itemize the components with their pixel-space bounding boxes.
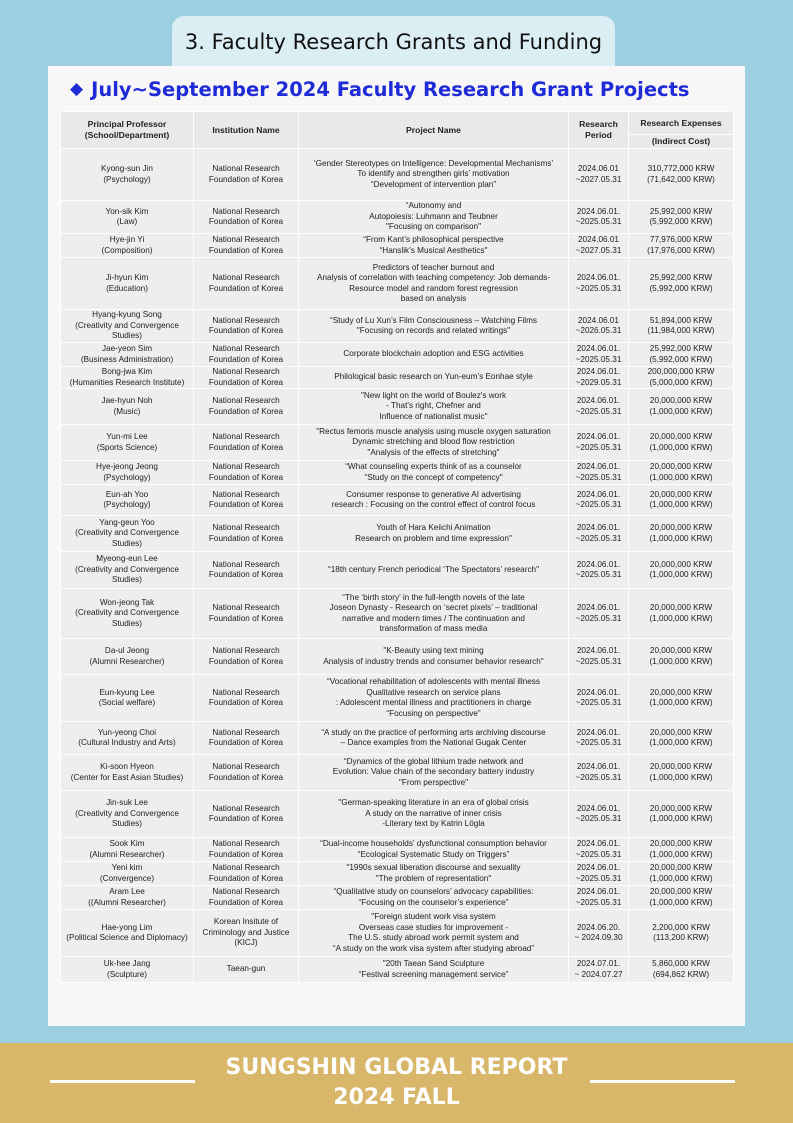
cell-professor: Yun-mi Lee (Sports Science) [61,425,194,461]
cell-expenses: 51,894,000 KRW (11,984,000 KRW) [629,310,734,343]
footer-title: SUNGSHIN GLOBAL REPORT [225,1055,568,1080]
cell-expenses: 20,000,000 KRW (1,000,000 KRW) [629,791,734,838]
cell-project: "Rectus femoris muscle analysis using muscle oxygen saturation Dynamic stretching and blood flow restriction "Analysis of the effects of stretching" [299,425,569,461]
cell-period: 2024.06.01. ~2025.05.31 [569,516,629,552]
table-row [61,258,734,310]
cell-expenses: 20,000,000 KRW (1,000,000 KRW) [629,461,734,485]
table-row [61,516,734,552]
header-expenses: Research Expenses [629,112,734,135]
cell-period: 2024.06.01. ~2025.05.31 [569,552,629,589]
table-row [61,910,734,957]
cell-expenses: 20,000,000 KRW (1,000,000 KRW) [629,639,734,675]
cell-expenses: 20,000,000 KRW (1,000,000 KRW) [629,675,734,722]
table-row [61,886,734,910]
table-row [61,201,734,234]
cell-period: 2024.06.01. ~2025.05.31 [569,461,629,485]
cell-institution: National Research Foundation of Korea [194,201,299,234]
cell-project: "20th Taean Sand Sculpture “Festival screening management service” [299,957,569,983]
cell-professor: Aram Lee ((Alumni Researcher) [61,886,194,910]
cell-period: 2024.06.01. ~2025.05.31 [569,201,629,234]
cell-professor: Hye-jin Yi (Composition) [61,234,194,258]
cell-professor: Bong-jwa Kim (Humanities Research Institute) [61,367,194,389]
table-row [61,862,734,886]
cell-project: Youth of Hara Keiichi Animation Research on problem and time expression" [299,516,569,552]
table-row [61,310,734,343]
cell-project: “Autonomy and Autopoiesis: Luhmann and Teubner "Focusing on comparison" [299,201,569,234]
cell-project: “Study of Lu Xun’s Film Consciousness – Watching Films "Focusing on records and related writings" [299,310,569,343]
cell-institution: National Research Foundation of Korea [194,552,299,589]
cell-period: 2024.06.01. ~2029.05.31 [569,367,629,389]
table-row [61,389,734,425]
cell-period: 2024.06.01. ~2025.05.31 [569,722,629,755]
cell-period: 2024.06.01. ~2025.05.31 [569,862,629,886]
section-title: 3. Faculty Research Grants and Funding [172,16,615,68]
cell-institution: National Research Foundation of Korea [194,258,299,310]
cell-project: Corporate blockchain adoption and ESG activities [299,343,569,367]
grant-table [60,111,734,983]
cell-project: “The ‘birth story’ in the full-length novels of the late Joseon Dynasty - Research on ‘secret pixels’ – traditional narrative and modern times / The continuation and transformation of mass media [299,589,569,639]
cell-project: "Foreign student work visa system Overseas case studies for improvement - The U.S. study abroad work permit system and “A study on the work visa system after studying abroad” [299,910,569,957]
cell-period: 2024.06.01. ~2025.05.31 [569,343,629,367]
cell-expenses: 77,976,000 KRW (17,976,000 KRW) [629,234,734,258]
footer-rule-right [590,1080,735,1083]
cell-expenses: 20,000,000 KRW (1,000,000 KRW) [629,722,734,755]
cell-expenses: 25,992,000 KRW (5,992,000 KRW) [629,343,734,367]
cell-institution: National Research Foundation of Korea [194,838,299,862]
cell-professor: Yun-yeong Choi (Cultural Industry and Arts) [61,722,194,755]
cell-professor: Yon-sik Kim (Law) [61,201,194,234]
cell-institution: National Research Foundation of Korea [194,675,299,722]
cell-period: 2024.06.01. ~2025.05.31 [569,838,629,862]
cell-institution: National Research Foundation of Korea [194,639,299,675]
cell-period: 2024.06.01. ~2025.05.31 [569,886,629,910]
cell-period: 2024.06.01. ~2025.05.31 [569,258,629,310]
cell-institution: National Research Foundation of Korea [194,367,299,389]
table-row [61,343,734,367]
cell-project: ‘Gender Stereotypes on Intelligence: Developmental Mechanisms’ To identify and strengthen girls’ motivation “Development of intervention plan” [299,149,569,201]
cell-professor: Ki-soon Hyeon (Center for East Asian Studies) [61,755,194,791]
table-row [61,552,734,589]
footer [0,1043,793,1123]
table-row [61,425,734,461]
cell-professor: Ji-hyun Kim (Education) [61,258,194,310]
cell-expenses: 20,000,000 KRW (1,000,000 KRW) [629,485,734,516]
cell-institution: National Research Foundation of Korea [194,589,299,639]
cell-project: “Qualitative study on counselors’ advocacy capabilities: “Focusing on the counselor’s experience” [299,886,569,910]
cell-expenses: 2,200,000 KRW (113,200 KRW) [629,910,734,957]
cell-professor: Jin-suk Lee (Creativity and Convergence Studies) [61,791,194,838]
cell-professor: Eun-kyung Lee (Social welfare) [61,675,194,722]
card-title [70,75,690,103]
cell-expenses: 20,000,000 KRW (1,000,000 KRW) [629,389,734,425]
cell-project: “Dynamics of the global lithium trade network and Evolution: Value chain of the secondary battery industry "From perspective" [299,755,569,791]
cell-project: "New light on the world of Boulez's work - That's right, Chefner and Influence of nationalist music" [299,389,569,425]
table-row [61,639,734,675]
table-row [61,485,734,516]
cell-institution: Korean Insitute of Criminology and Justice (KICJ) [194,910,299,957]
cell-expenses: 25,992,000 KRW (5,992,000 KRW) [629,201,734,234]
cell-professor: Myeong-eun Lee (Creativity and Convergence Studies) [61,552,194,589]
cell-professor: Hae-yong Lim (Political Science and Diplomacy) [61,910,194,957]
table-row [61,675,734,722]
cell-expenses: 20,000,000 KRW (1,000,000 KRW) [629,516,734,552]
table-row [61,234,734,258]
table-row [61,149,734,201]
cell-project: “Dual-income households’ dysfunctional consumption behavior “Ecological Systematic Study on Triggers” [299,838,569,862]
footer-issue: 2024 FALL [333,1085,460,1110]
cell-period: 2024.06.01. ~2025.05.31 [569,675,629,722]
cell-institution: National Research Foundation of Korea [194,791,299,838]
cell-professor: Hyang-kyung Song (Creativity and Convergence Studies) [61,310,194,343]
cell-period: 2024.06.01. ~2025.05.31 [569,589,629,639]
cell-project: Consumer response to generative AI advertising research : Focusing on the control effect of control focus [299,485,569,516]
cell-period: 2024.06.01 ~2027.05.31 [569,149,629,201]
header-indirect: (Indirect Cost) [629,135,734,149]
footer-rule-left [50,1080,195,1083]
cell-institution: National Research Foundation of Korea [194,234,299,258]
cell-expenses: 20,000,000 KRW (1,000,000 KRW) [629,589,734,639]
table-row [61,722,734,755]
cell-expenses: 20,000,000 KRW (1,000,000 KRW) [629,886,734,910]
cell-professor: Yang-geun Yoo (Creativity and Convergence Studies) [61,516,194,552]
cell-professor: Eun-ah Yoo (Psychology) [61,485,194,516]
cell-institution: National Research Foundation of Korea [194,755,299,791]
cell-expenses: 25,992,000 KRW (5,992,000 KRW) [629,258,734,310]
table-row [61,791,734,838]
cell-professor: Won-jeong Tak (Creativity and Convergence Studies) [61,589,194,639]
cell-professor: Da-ul Jeong (Alumni Researcher) [61,639,194,675]
table-row [61,755,734,791]
cell-professor: Kyong-sun Jin (Psychology) [61,149,194,201]
cell-period: 2024.06.01 ~2026.05.31 [569,310,629,343]
cell-project: "1990s sexual liberation discourse and sexuality "The problem of representation" [299,862,569,886]
cell-project: “Vocational rehabilitation of adolescents with mental illness Qualitative research on service plans : Adolescent mental illness and practitioners in charge “Focusing on perspective” [299,675,569,722]
cell-expenses: 20,000,000 KRW (1,000,000 KRW) [629,862,734,886]
cell-institution: Taean-gun [194,957,299,983]
header-institution: Institution Name [194,112,299,149]
table-row [61,838,734,862]
cell-project: “From Kant’s philosophical perspective “Hanslik’s Musical Aesthetics" [299,234,569,258]
table-row [61,367,734,389]
cell-institution: National Research Foundation of Korea [194,343,299,367]
cell-period: 2024.06.01. ~2025.05.31 [569,485,629,516]
cell-project: Philological basic research on Yun-eum’s Eonhae style [299,367,569,389]
cell-period: 2024.06.01. ~2025.05.31 [569,389,629,425]
cell-expenses: 5,860,000 KRW (694,862 KRW) [629,957,734,983]
cell-project: “18th century French periodical ‘The Spectators’ research" [299,552,569,589]
card-title-text: July~September 2024 Faculty Research Grant Projects [91,77,690,101]
diamond-icon: ◆ [70,79,84,99]
cell-expenses: 20,000,000 KRW (1,000,000 KRW) [629,425,734,461]
cell-period: 2024.06.01. ~2025.05.31 [569,791,629,838]
cell-institution: National Research Foundation of Korea [194,425,299,461]
cell-expenses: 20,000,000 KRW (1,000,000 KRW) [629,838,734,862]
cell-project: “A study on the practice of performing arts archiving discourse – Dance examples from the National Gugak Center [299,722,569,755]
cell-institution: National Research Foundation of Korea [194,516,299,552]
table-row [61,589,734,639]
cell-professor: Sook Kim (Alumni Researcher) [61,838,194,862]
cell-professor: Uk-hee Jang (Sculpture) [61,957,194,983]
cell-institution: National Research Foundation of Korea [194,149,299,201]
grant-card [48,66,745,1026]
cell-expenses: 310,772,000 KRW (71,642,000 KRW) [629,149,734,201]
cell-institution: National Research Foundation of Korea [194,461,299,485]
cell-professor: Hye-jeong Jeong (Psychology) [61,461,194,485]
cell-period: 2024.06.01. ~2025.05.31 [569,755,629,791]
cell-professor: Yeni kim (Convergence) [61,862,194,886]
header-professor: Principal Professor (School/Department) [61,112,194,149]
table-row [61,957,734,983]
cell-period: 2024.06.01. ~2025.05.31 [569,639,629,675]
cell-institution: National Research Foundation of Korea [194,886,299,910]
cell-project: "German-speaking literature in an era of global crisis A study on the narrative of inner crisis -Literary text by Katrin Lögla [299,791,569,838]
cell-institution: National Research Foundation of Korea [194,722,299,755]
cell-project: “What counseling experts think of as a counselor "Study on the concept of competency" [299,461,569,485]
cell-expenses: 200,000,000 KRW (5,000,000 KRW) [629,367,734,389]
cell-period: 2024.06.20. ~ 2024.09.30 [569,910,629,957]
cell-expenses: 20,000,000 KRW (1,000,000 KRW) [629,552,734,589]
header-period: Research Period [569,112,629,149]
cell-project: Predictors of teacher burnout and Analysis of correlation with teaching competency: Job demands- Resource model and random forest regression based on analysis [299,258,569,310]
cell-period: 2024.06.01 ~2027.05.31 [569,234,629,258]
cell-institution: National Research Foundation of Korea [194,862,299,886]
cell-expenses: 20,000,000 KRW (1,000,000 KRW) [629,755,734,791]
cell-institution: National Research Foundation of Korea [194,485,299,516]
cell-project: "K-Beauty using text mining Analysis of industry trends and consumer behavior research" [299,639,569,675]
cell-period: 2024.06.01. ~2025.05.31 [569,425,629,461]
cell-professor: Jae-yeon Sim (Business Administration) [61,343,194,367]
cell-period: 2024.07.01. ~ 2024.07.27 [569,957,629,983]
cell-institution: National Research Foundation of Korea [194,389,299,425]
table-row [61,461,734,485]
cell-professor: Jae-hyun Noh (Music) [61,389,194,425]
header-project: Project Name [299,112,569,149]
cell-institution: National Research Foundation of Korea [194,310,299,343]
